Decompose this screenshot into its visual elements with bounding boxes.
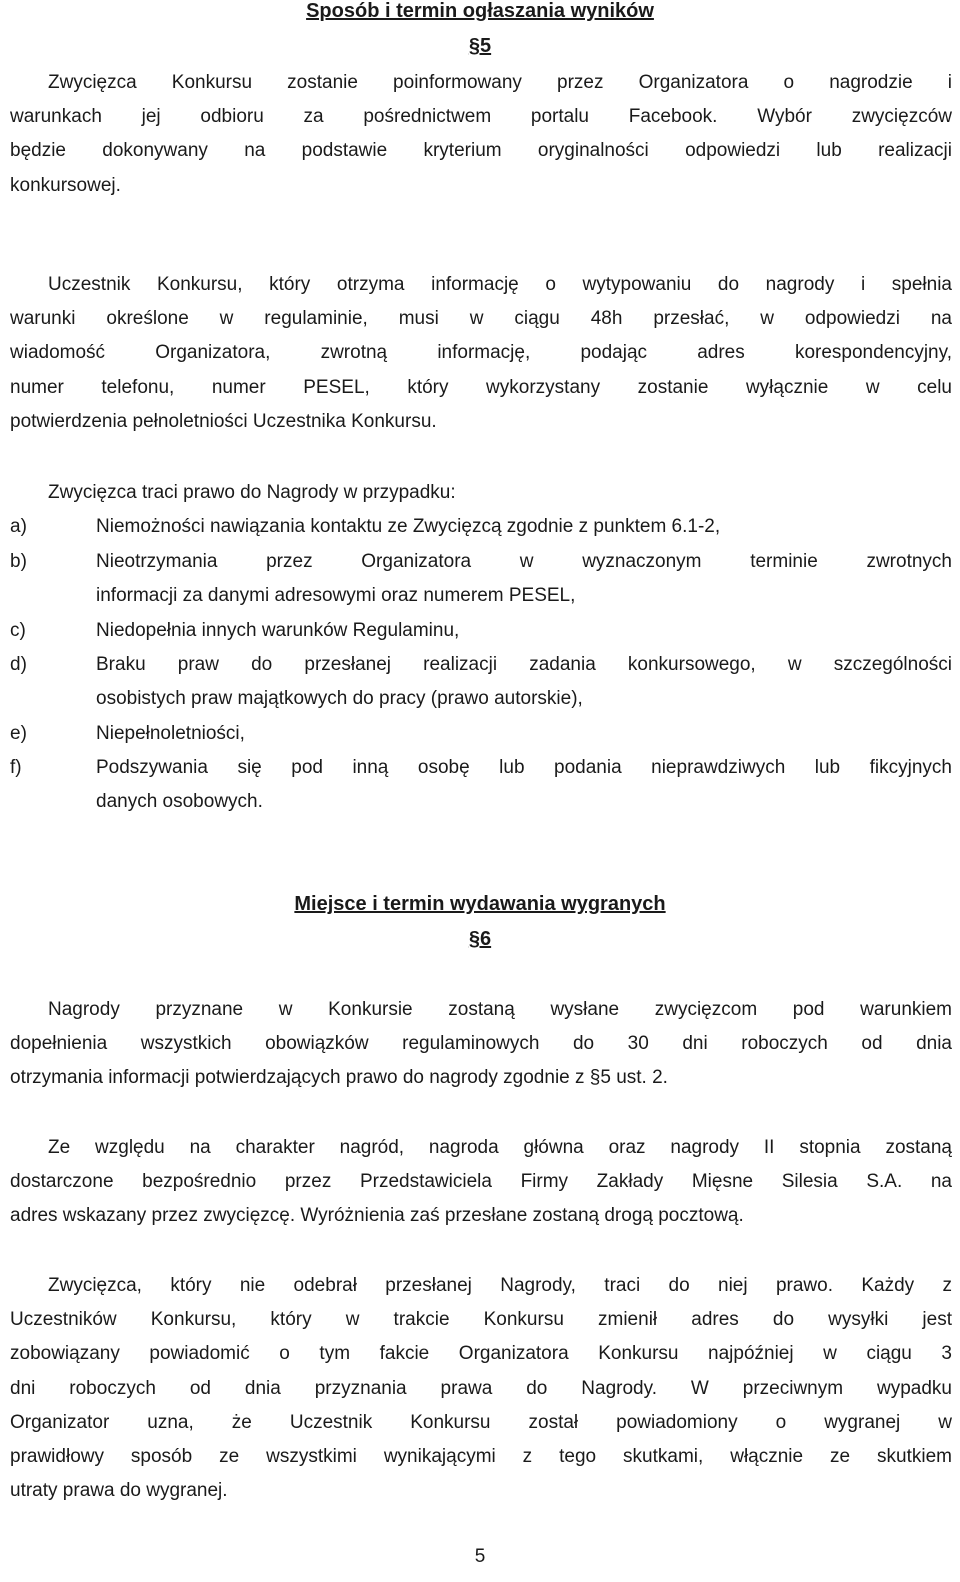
page-number: 5 (474, 1546, 486, 1567)
s5-p1-line-4: konkursowej. (10, 174, 121, 196)
s6-p1-line-2: dopełnienia wszystkich obowiązków regulaminowych do 30 dni roboczych od dnia (10, 1033, 952, 1055)
s6-p3-line-7: utraty prawa do wygranej. (10, 1480, 228, 1502)
list-item-label: d) (10, 654, 27, 675)
s5-p2-number (10, 268, 48, 302)
section-6-heading: Miejsce i termin wydawania wygranych (294, 893, 666, 915)
list-item-text: danych osobowych. (96, 791, 263, 813)
s6-p1-line-3: otrzymania informacji potwierdzających prawo do nagrody zgodnie z §5 ust. 2. (10, 1067, 668, 1089)
s5-p1-line-2: warunkach jej odbioru za pośrednictwem portalu Facebook. Wybór zwycięzców (10, 106, 952, 128)
s5-p2-line-5: potwierdzenia pełnoletniości Uczestnika Konkursu. (10, 410, 437, 432)
s6-paragraph-3 (10, 1269, 952, 1508)
s6-p2-number (10, 1131, 48, 1165)
list-item-text: Niemożności nawiązania kontaktu ze Zwycięzcą zgodnie z punktem 6.1-2, (96, 516, 721, 537)
list-item-c (10, 614, 952, 648)
list-item-text: Braku praw do przesłanej realizacji zadania konkursowego, w szczególności (96, 654, 952, 675)
s5-p1-line-1: Zwycięzca Konkursu zostanie poinformowany przez Organizatora o nagrodzie i (10, 66, 952, 100)
s6-p2-line-2: dostarczone bezpośrednio przez Przedstawiciela Firmy Zakłady Mięsne Silesia S.A. na (10, 1171, 952, 1193)
s5-p1-line-3: będzie dokonywany na podstawie kryterium oryginalności odpowiedzi lub realizacji (10, 140, 952, 162)
list-item-text: informacji za danymi adresowymi oraz numerem PESEL, (96, 585, 576, 607)
s6-p3-number (10, 1269, 48, 1303)
section-5-heading: Sposób i termin ogłaszania wyników (306, 0, 654, 22)
list-item-text: osobistych praw majątkowych do pracy (prawo autorskie), (96, 688, 583, 710)
list-item-f (10, 751, 952, 819)
s5-p2-line-2: warunki określone w regulaminie, musi w ciągu 48h przesłać, w odpowiedzi na (10, 308, 952, 330)
s6-p1-number (10, 993, 48, 1027)
list-item-text: Nieotrzymania przez Organizatora w wyznaczonym terminie zwrotnych (96, 551, 952, 572)
s5-p2-line-4: numer telefonu, numer PESEL, który wykorzystany zostanie wyłącznie w celu (10, 376, 952, 398)
s6-paragraph-1 (10, 993, 952, 1096)
list-item-label: c) (10, 620, 26, 641)
s5-paragraph-1 (10, 66, 952, 203)
s6-p3-line-3: zobowiązany powiadomić o tym fakcie Organizatora Konkursu najpóźniej w ciągu 3 (10, 1343, 952, 1365)
list-item-label: f) (10, 757, 22, 778)
s6-p2-line-1: Ze względu na charakter nagród, nagroda główna oraz nagrody II stopnia zostaną (10, 1131, 952, 1165)
list-item-e (10, 717, 952, 751)
s5-p3-number (10, 476, 48, 510)
s5-p3-line-1: Zwycięzca traci prawo do Nagrody w przypadku: (10, 476, 952, 510)
list-item-text: Podszywania się pod inną osobę lub podania nieprawdziwych lub fikcyjnych (96, 757, 952, 778)
s6-p3-line-4: dni roboczych od dnia przyznania prawa do Nagrody. W przeciwnym wypadku (10, 1377, 952, 1399)
s6-p3-line-2: Uczestników Konkursu, który w trakcie Konkursu zmienił adres do wysyłki jest (10, 1309, 952, 1331)
list-item-text: Niepełnoletniości, (96, 723, 245, 744)
list-item-label: a) (10, 516, 27, 537)
s5-p2-line-3: wiadomość Organizatora, zwrotną informację, podając adres korespondencyjny, (10, 342, 952, 364)
s6-p3-line-6: prawidłowy sposób ze wszystkimi wynikającymi z tego skutkami, włącznie ze skutkiem (10, 1446, 952, 1468)
s6-p2-line-3: adres wskazany przez zwycięzcę. Wyróżnienia zaś przesłane zostaną drogą pocztową. (10, 1205, 744, 1227)
s5-p1-number (10, 66, 48, 100)
section-6-sign: §6 (468, 928, 492, 950)
list-item-text: Niedopełnia innych warunków Regulaminu, (96, 620, 460, 641)
s5-paragraph-2 (10, 268, 952, 439)
s6-p1-line-1: Nagrody przyznane w Konkursie zostaną wysłane zwycięzcom pod warunkiem (10, 993, 952, 1027)
list-item-b (10, 545, 952, 613)
list-item-label: b) (10, 551, 27, 572)
s5-p2-line-1: Uczestnik Konkursu, który otrzyma informację o wytypowaniu do nagrody i spełnia (10, 268, 952, 302)
s5-paragraph-3-intro (10, 476, 952, 510)
section-5-sign: §5 (468, 35, 492, 57)
list-item-a (10, 510, 952, 544)
s6-p3-line-1: Zwycięzca, który nie odebrał przesłanej Nagrody, traci do niej prawo. Każdy z (10, 1269, 952, 1303)
list-item-label: e) (10, 723, 27, 744)
s6-paragraph-2 (10, 1131, 952, 1234)
s6-p3-line-5: Organizator uzna, że Uczestnik Konkursu został powiadomiony o wygranej w (10, 1411, 952, 1433)
list-item-d (10, 648, 952, 716)
